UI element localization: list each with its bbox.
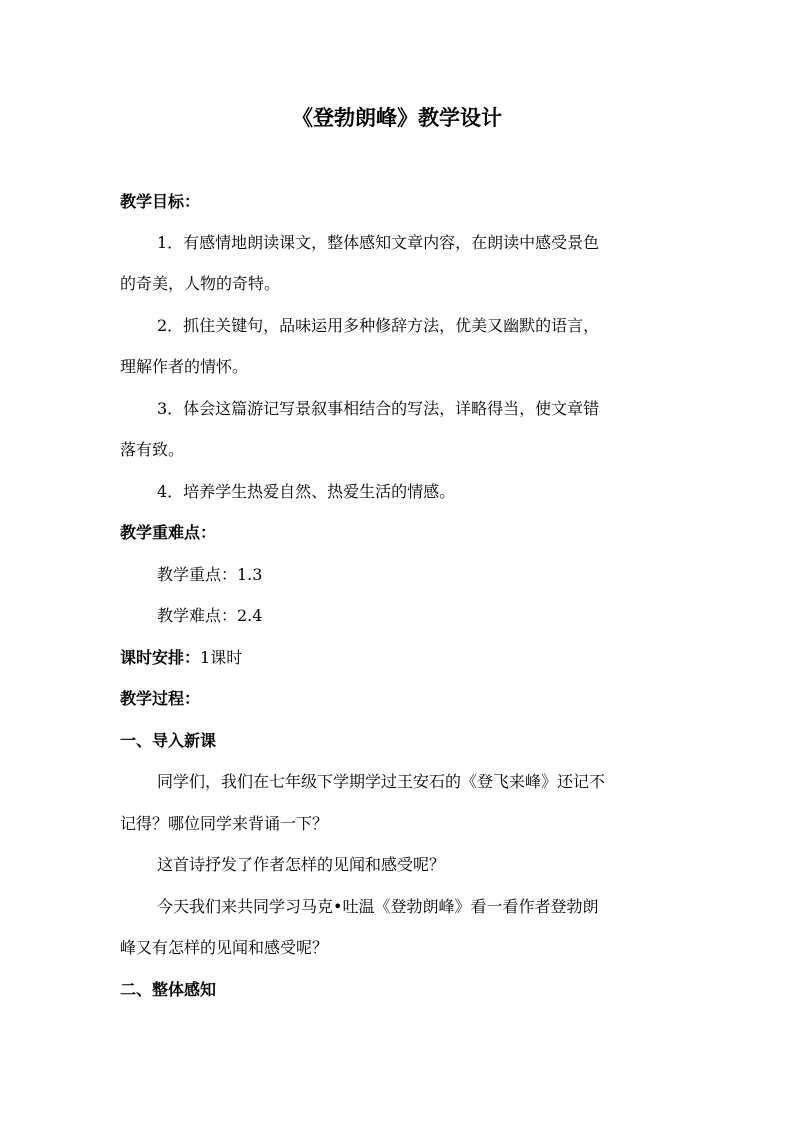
- teaching-focus: 教学重点：1.3: [157, 565, 263, 584]
- section-1-heading: 一、导入新课: [120, 731, 217, 750]
- section-1-p1-line-2: 记得？哪位同学来背诵一下？: [120, 814, 329, 833]
- schedule-value: 1课时: [200, 648, 243, 667]
- section-1-p3-line-2: 峰又有怎样的见闻和感受呢？: [120, 938, 329, 957]
- goal-1-line-1: 1．有感情地朗读课文，整体感知文章内容，在朗读中感受景色: [157, 233, 600, 252]
- process-heading: 教学过程：: [120, 689, 201, 708]
- schedule-label: 课时安排：: [120, 648, 201, 667]
- goal-2-line-2: 理解作者的情怀。: [120, 357, 249, 376]
- goal-3-line-2: 落有致。: [120, 440, 185, 459]
- goals-heading: 教学目标：: [120, 192, 201, 211]
- section-1-p1-line-1: 同学们，我们在七年级下学期学过王安石的《登飞来峰》还记不: [157, 772, 606, 791]
- goal-3-line-1: 3．体会这篇游记写景叙事相结合的写法，详略得当，使文章错: [157, 399, 600, 418]
- schedule-line: [120, 643, 680, 673]
- section-2-heading: 二、整体感知: [120, 980, 217, 999]
- page-title: 《登勃朗峰》教学设计: [292, 105, 502, 130]
- goal-1-line-2: 的奇美，人物的奇特。: [120, 274, 281, 293]
- section-1-p3-line-1: 今天我们来共同学习马克•吐温《登勃朗峰》看一看作者登勃朗: [157, 897, 599, 916]
- section-1-p2: 这首诗抒发了作者怎样的见闻和感受呢？: [157, 855, 446, 874]
- teaching-difficulty: 教学难点：2.4: [157, 606, 263, 625]
- goal-2-line-1: 2．抓住关键句，品味运用多种修辞方法，优美又幽默的语言，: [157, 316, 600, 335]
- key-points-heading: 教学重难点：: [120, 523, 217, 542]
- goal-4: 4．培养学生热爱自然、热爱生活的情感。: [157, 482, 456, 501]
